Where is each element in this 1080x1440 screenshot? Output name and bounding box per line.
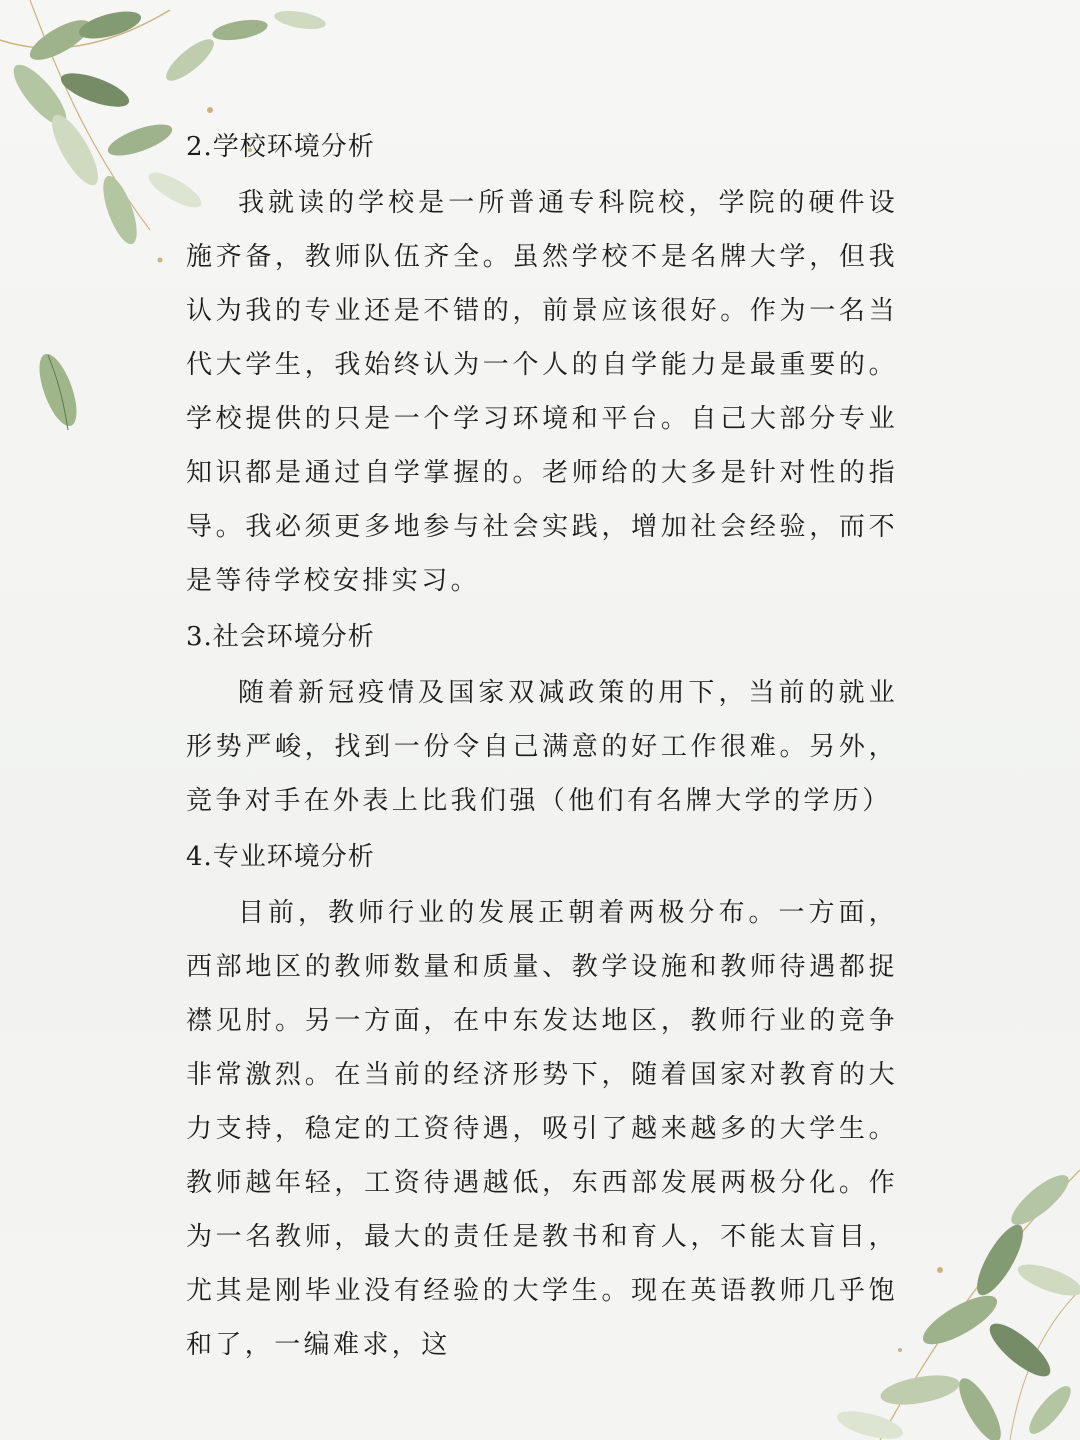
section-heading-society: 3.社会环境分析 xyxy=(186,622,375,652)
section-body-society: 随着新冠疫情及国家双减政策的用下，当前的就业形势严峻，找到一份令自己满意的好工作很难。另外，竞争对手在外表上比我们强（他们有名牌大学的学历） xyxy=(186,678,898,816)
section-body-school: 我就读的学校是一所普通专科院校，学院的硬件设施齐备，教师队伍齐全。虽然学校不是名牌大学，但我认为我的专业还是不错的，前景应该很好。作为一名当代大学生，我始终认为一个人的自学能力是最重要的。学校提供的只是一个学习环境和平台。自己大部分专业知识都是通过自学掌握的。老师给的大多是针对性的指导。我必须更多地参与社会实践，增加社会经验，而不是等待学校安排实习。 xyxy=(186,188,898,596)
section-body-profession: 目前，教师行业的发展正朝着两极分布。一方面，西部地区的教师数量和质量、教学设施和教师待遇都捉襟见肘。另一方面，在中东发达地区，教师行业的竞争非常激烈。在当前的经济形势下，随着国家对教育的大力支持，稳定的工资待遇，吸引了越来越多的大学生。教师越年轻，工资待遇越低，东西部发展两极分化。作为一名教师，最大的责任是教书和育人，不能太盲目，尤其是刚毕业没有经验的大学生。现在英语教师几乎饱和了，一编难求，这 xyxy=(186,898,898,1360)
document-body xyxy=(186,118,898,1372)
section-heading-school: 2.学校环境分析 xyxy=(186,132,375,162)
leaf-decoration-left xyxy=(28,345,88,435)
section-heading-profession: 4.专业环境分析 xyxy=(186,842,375,872)
